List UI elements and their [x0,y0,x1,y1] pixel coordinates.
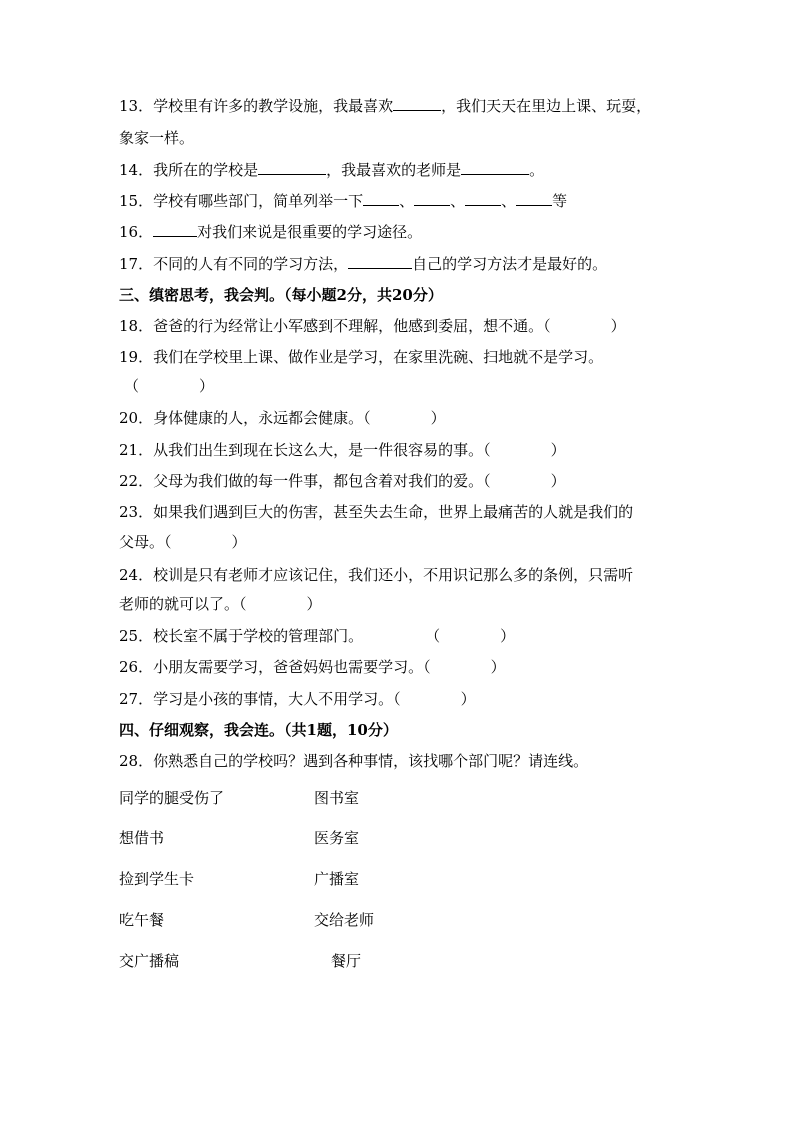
question-25: 25．校长室不属于学校的管理部门。 （ ） [119,627,516,645]
question-21: 21．从我们出生到现在长这么大，是一件很容易的事。（ ） [119,441,566,459]
question-26: 26．小朋友需要学习，爸爸妈妈也需要学习。（ ） [119,658,506,676]
question-13-line-2: 象家一样。 [119,129,195,147]
blank[interactable] [461,160,529,175]
question-18: 18．爸爸的行为经常让小军感到不理解，他感到委屈，想不通。（ ） [119,317,626,335]
section-4-heading: 四、仔细观察，我会连。（共1题，10分） [119,721,398,739]
question-19-line-1: 19．我们在学校里上课、做作业是学习，在家里洗碗、扫地就不是学习。 [119,348,604,366]
match-right-4[interactable]: 交给老师 [314,911,375,929]
question-24-line-1: 24．校训是只有老师才应该记住，我们还小，不用识记那么多的条例，只需听 [119,566,634,584]
match-left-2[interactable]: 想借书 [119,829,165,847]
blank[interactable] [153,222,197,237]
blank[interactable] [393,96,441,111]
blank[interactable] [258,160,326,175]
blank[interactable] [348,254,412,269]
blank[interactable] [465,191,501,206]
question-16: 16． 对我们来说是很重要的学习途径。 [119,223,423,241]
section-3-heading: 三、缜密思考，我会判。（每小题2分，共20分） [119,286,443,304]
match-right-5[interactable]: 餐厅 [331,952,362,970]
match-left-3[interactable]: 捡到学生卡 [119,870,195,888]
question-20: 20．身体健康的人，永远都会健康。（ ） [119,409,446,427]
question-28: 28．你熟悉自己的学校吗？遇到各种事情，该找哪个部门呢？请连线。 [119,752,589,770]
blank[interactable] [363,191,399,206]
question-24-line-2: 老师的就可以了。（ ） [119,595,322,613]
match-left-4[interactable]: 吃午餐 [119,911,165,929]
match-right-2[interactable]: 医务室 [314,829,360,847]
question-22: 22．父母为我们做的每一件事，都包含着对我们的爱。（ ） [119,472,566,490]
question-23-line-2: 父母。（ ） [119,533,247,551]
question-23-line-1: 23．如果我们遇到巨大的伤害，甚至失去生命，世界上最痛苦的人就是我们的 [119,503,634,521]
match-left-1[interactable]: 同学的腿受伤了 [119,789,225,807]
match-left-5[interactable]: 交广播稿 [119,952,180,970]
question-14: 14．我所在的学校是 ，我最喜欢的老师是 。 [119,161,545,179]
blank[interactable] [516,191,552,206]
question-27: 27．学习是小孩的事情，大人不用学习。（ ） [119,690,476,708]
match-right-3[interactable]: 广播室 [314,870,360,888]
question-13-line-1: 13．学校里有许多的教学设施，我最喜欢 ，我们天天在里边上课、玩耍， [119,97,652,115]
question-19-line-2: （ ） [124,377,215,395]
question-15: 15．学校有哪些部门，简单列举一下 、 、 、 等 [119,192,568,210]
question-17: 17．不同的人有不同的学习方法， 自己的学习方法才是最好的。 [119,255,608,273]
match-right-1[interactable]: 图书室 [314,789,360,807]
blank[interactable] [414,191,450,206]
